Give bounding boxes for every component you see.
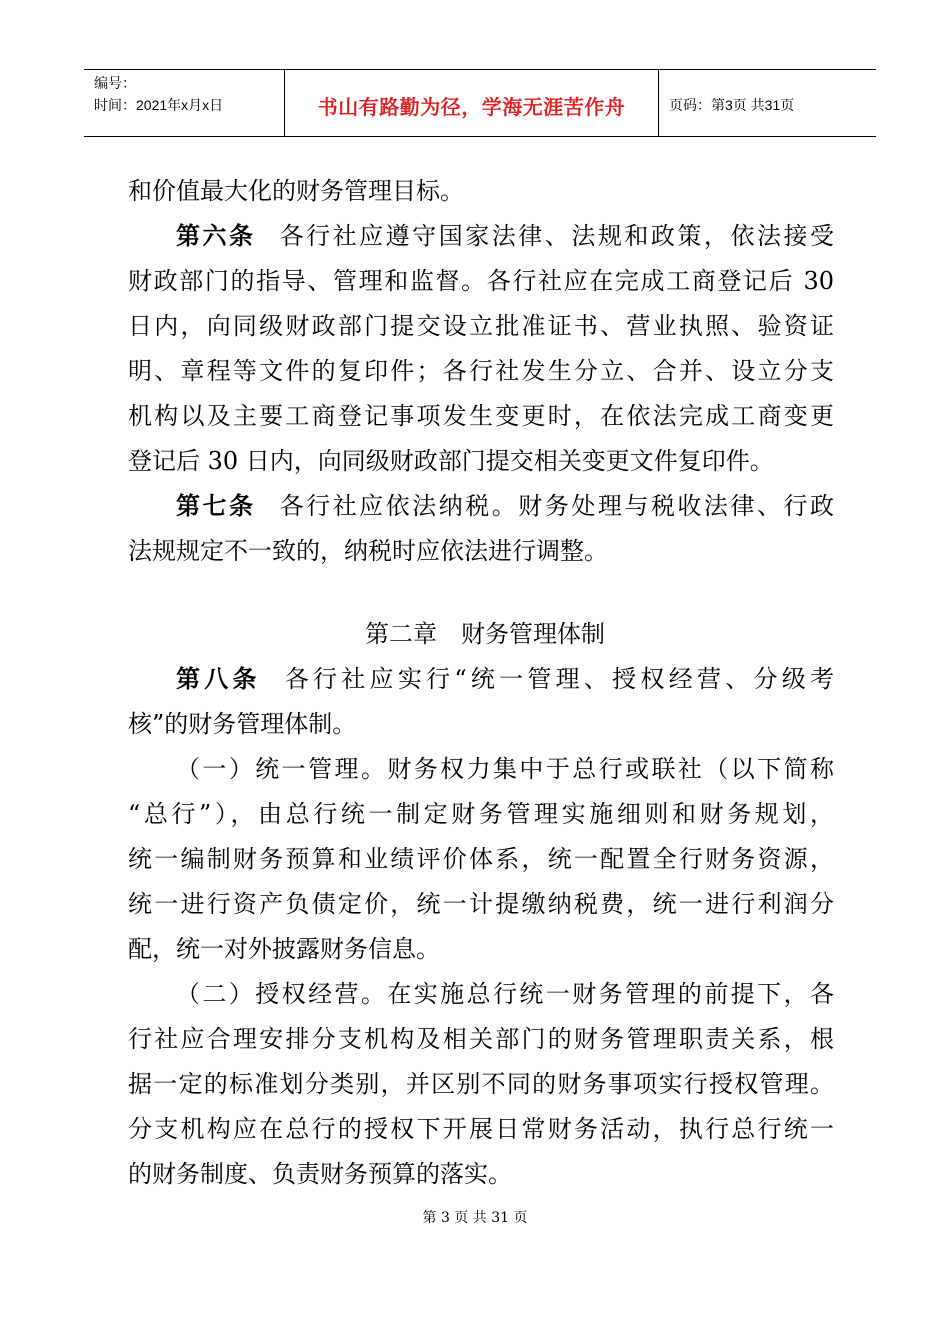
paragraph-line: 日内，向同级财政部门提交设立批准证书、营业执照、验资证 — [128, 312, 834, 340]
paragraph-line: “总行”），由总行统一制定财务管理实施细则和财务规划， — [128, 800, 834, 828]
chapter-heading — [128, 612, 834, 657]
page-footer — [0, 1207, 950, 1227]
paragraph-line: 法规规定不一致的，纳税时应依法进行调整。 — [128, 537, 608, 565]
document-body — [128, 169, 834, 1197]
document-time-label: 时间：2021年x月x日 — [94, 97, 224, 113]
header-page-cell — [659, 70, 876, 136]
paragraph-line: （二）授权经营。在实施总行统一财务管理的前提下，各 — [176, 980, 834, 1008]
header-meta-cell — [84, 70, 285, 136]
chapter-title: 财务管理体制 — [461, 620, 605, 648]
chapter-number: 第二章 — [365, 620, 437, 648]
paragraph-line: 统一编制财务预算和业绩评价体系，统一配置全行财务资源， — [128, 845, 834, 873]
footer-page-number: 第 3 页 共 31 页 — [422, 1210, 528, 1226]
document-number-label: 编号： — [94, 75, 136, 91]
header-page-info: 页码：第3页 共31页 — [669, 97, 795, 113]
paragraph-line: 行社应合理安排分支机构及相关部门的财务管理职责关系，根 — [128, 1025, 834, 1053]
header-motto: 书山有路勤为径，学海无涯苦作舟 — [317, 96, 626, 119]
article-7-label: 第七条 — [176, 492, 256, 520]
header-motto-cell — [285, 70, 659, 136]
article-7-text: 各行社应依法纳税。财务处理与税收法律、行政 — [279, 492, 835, 520]
paragraph-line: （一）统一管理。财务权力集中于总行或联社（以下简称 — [176, 755, 834, 783]
paragraph-line: 财政部门的指导、管理和监督。各行社应在完成工商登记后 30 — [128, 267, 834, 295]
paragraph-line: 的财务制度、负责财务预算的落实。 — [128, 1160, 512, 1188]
paragraph-line: 核”的财务管理体制。 — [128, 710, 357, 738]
page-header — [84, 69, 876, 137]
article-8-label: 第八条 — [176, 665, 261, 693]
paragraph-line: 配，统一对外披露财务信息。 — [128, 935, 440, 963]
paragraph-line: 分支机构应在总行的授权下开展日常财务活动，执行总行统一 — [128, 1115, 834, 1143]
article-7-line — [128, 484, 834, 529]
article-8-line — [128, 657, 834, 702]
article-8-text: 各行社应实行“统一管理、授权经营、分级考 — [284, 665, 834, 693]
paragraph-line: 统一进行资产负债定价，统一计提缴纳税费，统一进行利润分 — [128, 890, 834, 918]
paragraph-line: 登记后 30 日内，向同级财政部门提交相关变更文件复印件。 — [128, 447, 774, 475]
article-6-text: 各行社应遵守国家法律、法规和政策，依法接受 — [279, 222, 835, 250]
paragraph-line: 和价值最大化的财务管理目标。 — [128, 177, 464, 205]
paragraph-line: 机构以及主要工商登记事项发生变更时，在依法完成工商变更 — [128, 402, 834, 430]
article-6-label: 第六条 — [176, 222, 256, 250]
paragraph-line: 明、章程等文件的复印件；各行社发生分立、合并、设立分支 — [128, 357, 834, 385]
article-6-line — [128, 214, 834, 259]
section-spacer — [128, 574, 834, 612]
paragraph-line: 据一定的标准划分类别，并区别不同的财务事项实行授权管理。 — [128, 1070, 834, 1098]
